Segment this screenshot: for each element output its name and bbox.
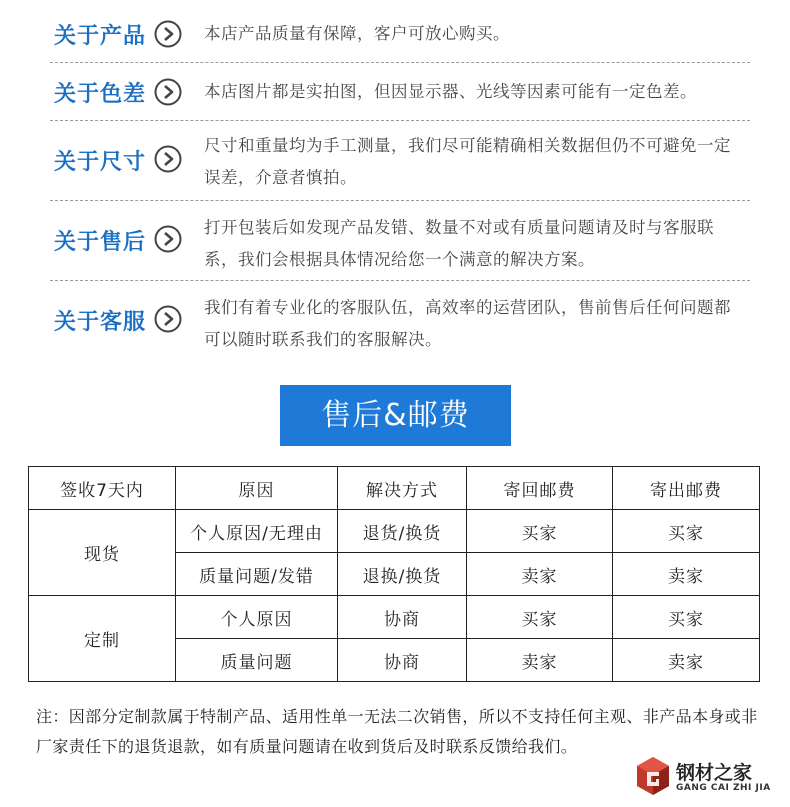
table-header-cell: 寄回邮费 [467, 467, 613, 510]
faq-title: 关于售后 [54, 230, 147, 255]
table-cell: 卖家 [613, 553, 760, 596]
group-label-cell: 定制 [29, 596, 176, 682]
faq-title: 关于尺寸 [54, 150, 147, 175]
chevron-right-icon [154, 225, 182, 253]
table-header-cell: 签收7天内 [29, 467, 176, 510]
faq-desc: 打开包装后如发现产品发错、数量不对或有质量问题请及时与客服联系，我们会根据具体情况给您一个满意的解决方案。 [204, 218, 714, 269]
table-row [29, 596, 760, 639]
return-shipping-table [28, 466, 760, 682]
chevron-right-icon [154, 20, 182, 48]
table-header-cell: 原因 [176, 467, 338, 510]
logo-text-en: GANG CAI ZHI JIA [676, 783, 771, 793]
table-cell: 退换/换货 [338, 553, 467, 596]
cube-logo-icon [634, 755, 672, 797]
chevron-right-icon [154, 145, 182, 173]
table-cell: 买家 [613, 510, 760, 553]
table-cell: 退货/换货 [338, 510, 467, 553]
table-cell: 买家 [467, 596, 613, 639]
chevron-right-icon [154, 78, 182, 106]
table-cell: 质量问题 [176, 639, 338, 682]
brand-logo [634, 755, 784, 803]
table-cell: 个人原因/无理由 [176, 510, 338, 553]
divider [50, 120, 750, 121]
table-cell: 买家 [613, 596, 760, 639]
table-cell: 卖家 [467, 553, 613, 596]
table-cell: 卖家 [613, 639, 760, 682]
faq-desc: 本店产品质量有保障，客户可放心购买。 [204, 24, 510, 43]
table-cell: 卖家 [467, 639, 613, 682]
faq-title: 关于客服 [54, 310, 147, 335]
divider [50, 280, 750, 281]
divider [50, 200, 750, 201]
faq-title: 关于色差 [54, 82, 147, 107]
table-row [29, 510, 760, 553]
table-cell: 买家 [467, 510, 613, 553]
table-header-cell: 解决方式 [338, 467, 467, 510]
divider [50, 62, 750, 63]
logo-text-cn: 钢材之家 [676, 762, 753, 784]
table-cell: 个人原因 [176, 596, 338, 639]
faq-desc: 我们有着专业化的客服队伍，高效率的运营团队，售前售后任何问题都可以随时联系我们的客服解决。 [204, 298, 731, 349]
chevron-right-icon [154, 305, 182, 333]
footnote: 注：因部分定制款属于特制产品、适用性单一无法二次销售，所以不支持任何主观、非产品本身或非厂家责任下的退货退款，如有质量问题请在收到货后及时联系反馈给我们。 [36, 707, 758, 756]
table-header-row [29, 467, 760, 510]
group-label-cell: 现货 [29, 510, 176, 596]
faq-desc: 尺寸和重量均为手工测量，我们尽可能精确相关数据但仍不可避免一定误差，介意者慎拍。 [204, 136, 731, 187]
table-cell: 质量问题/发错 [176, 553, 338, 596]
table-cell: 协商 [338, 639, 467, 682]
faq-title: 关于产品 [54, 24, 147, 49]
section-banner: 售后&邮费 [280, 385, 511, 446]
table-cell: 协商 [338, 596, 467, 639]
faq-desc: 本店图片都是实拍图，但因显示器、光线等因素可能有一定色差。 [204, 82, 697, 101]
table-header-cell: 寄出邮费 [613, 467, 760, 510]
